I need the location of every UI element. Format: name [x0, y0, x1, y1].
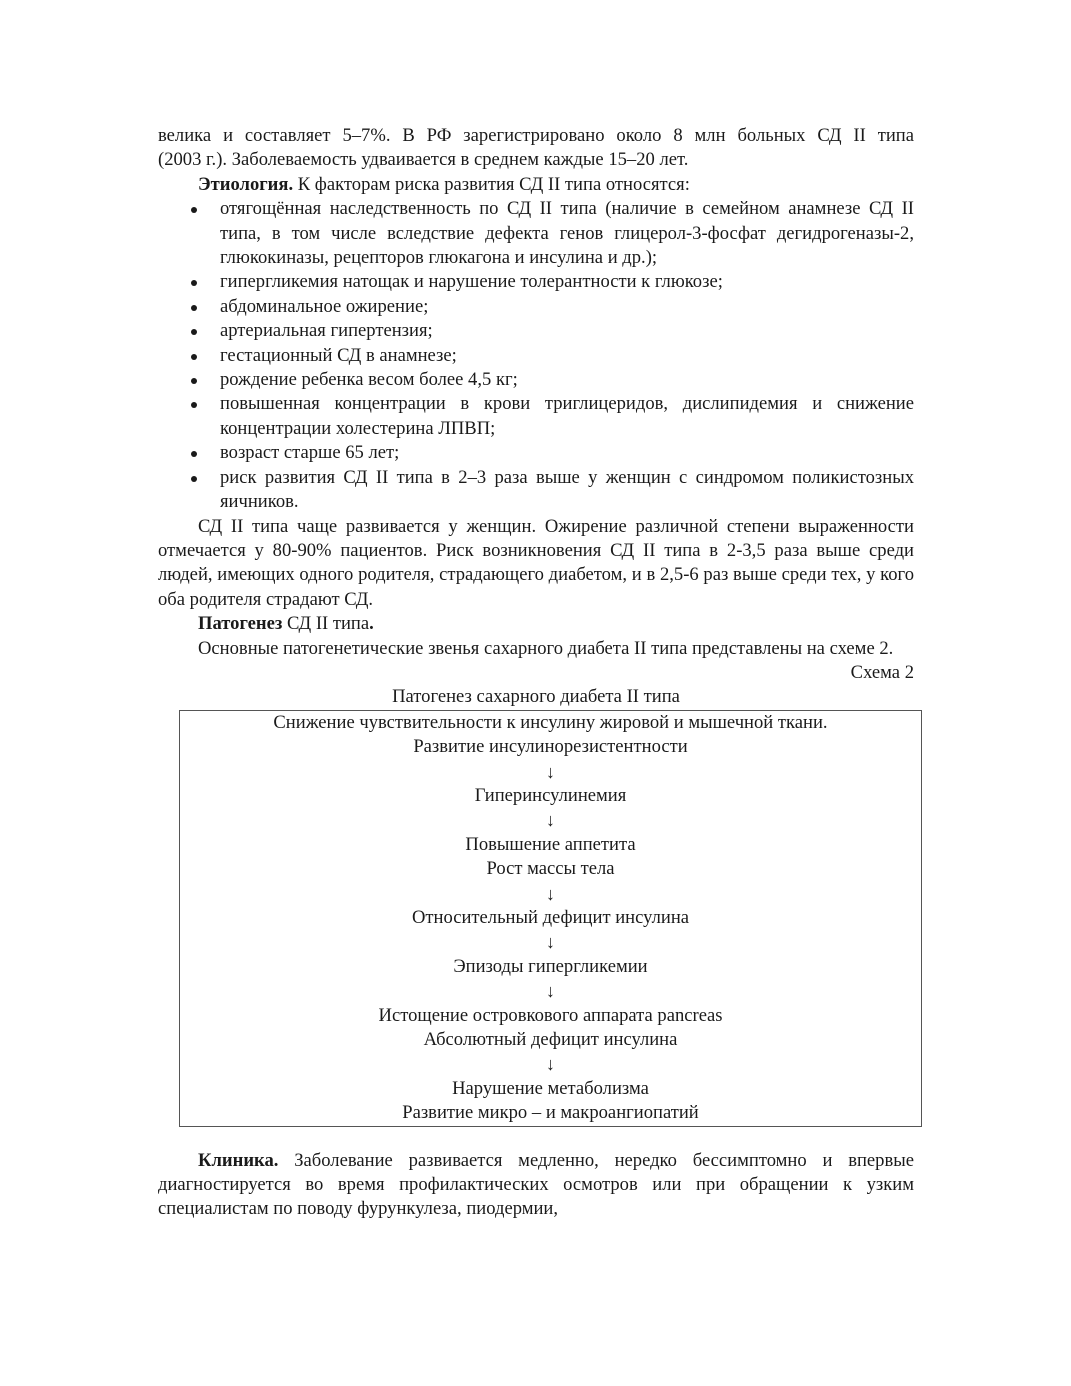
- down-arrow-icon: ↓: [546, 810, 555, 831]
- down-arrow-icon: ↓: [546, 932, 555, 953]
- clinic-text: Заболевание развивается медленно, нередко бессимптомно и впервые диагностируется во время профилактических осмотров или при обращении к узким специалистам по поводу фурункулеза, пиодермии,: [158, 1149, 914, 1220]
- bullet-icon: [191, 378, 197, 384]
- risk-factor-item: [158, 197, 914, 270]
- risk-factor-text: рождение ребенка весом более 4,5 кг;: [220, 369, 518, 391]
- intro-line-2: (2003 г.). Заболеваемость удваивается в среднем каждые 15–20 лет.: [158, 149, 689, 171]
- bullet-icon: [191, 280, 197, 286]
- down-arrow-icon: ↓: [546, 883, 555, 904]
- bullet-icon: [191, 476, 197, 482]
- etiology-paragraph: [158, 173, 914, 197]
- risk-factor-item: [158, 466, 914, 515]
- schema-step-text: Развитие микро – и макроангиопатий: [402, 1102, 699, 1124]
- gender-obesity-paragraph: СД II типа чаще развивается у женщин. Ожирение различной степени выраженности отмечается у 80-90% пациентов. Риск возникновения СД II типа в 2-3,5 раза выше среди людей, имеющих одного родителя, страдающего диабетом, и в 2,5-6 раз выше среди тех, у кого оба родителя страдают СД.: [158, 515, 914, 610]
- risk-factor-text: риск развития СД II типа в 2–3 раза выше у женщин с синдромом поликистозных яичников.: [220, 466, 914, 513]
- pathogenesis-heading-text: СД II типа: [282, 613, 370, 635]
- schema-step-text: Истощение островкового аппарата pancreas: [378, 1004, 723, 1026]
- risk-factor-text: возраст старше 65 лет;: [220, 442, 400, 464]
- schema-step-text: Повышение аппетита: [465, 833, 636, 855]
- schema-step-text: Гиперинсулинемия: [474, 784, 627, 806]
- pathogenesis-schema-box: [179, 710, 922, 1127]
- bullet-icon: [191, 402, 197, 408]
- risk-factor-item: [158, 368, 914, 392]
- risk-factor-item: [158, 319, 914, 343]
- schema-step-text: Снижение чувствительности к инсулину жировой и мышечной ткани.: [273, 711, 828, 733]
- bullet-icon: [191, 329, 197, 335]
- pathogenesis-intro: Основные патогенетические звенья сахарного диабета II типа представлены на схеме 2.: [198, 637, 894, 659]
- schema-step-text: Нарушение метаболизма: [452, 1077, 649, 1099]
- page-content: [158, 124, 914, 1222]
- schema-step-text: Эпизоды гипергликемии: [453, 955, 648, 977]
- risk-factor-item: [158, 344, 914, 368]
- clinic-paragraph: [158, 1149, 914, 1222]
- bullet-icon: [191, 207, 197, 213]
- risk-factor-item: [158, 270, 914, 294]
- risk-factor-text: артериальная гипертензия;: [220, 320, 433, 342]
- schema-label: Схема 2: [850, 661, 914, 683]
- etiology-text: К факторам риска развития СД II типа относятся:: [293, 173, 690, 195]
- down-arrow-icon: ↓: [546, 1054, 555, 1075]
- risk-factor-list: [158, 197, 914, 514]
- down-arrow-icon: ↓: [546, 761, 555, 782]
- risk-factor-text: повышенная концентрации в крови триглицеридов, дислипидемия и снижение концентрации холестерина ЛПВП;: [220, 393, 914, 439]
- bullet-icon: [191, 354, 197, 360]
- risk-factor-text: абдоминальное ожирение;: [220, 295, 429, 317]
- risk-factor-item: [158, 441, 914, 465]
- schema-step-text: Относительный дефицит инсулина: [411, 907, 690, 928]
- schema-step-text: Абсолютный дефицит инсулина: [423, 1029, 678, 1051]
- clinic-heading: Клиника.: [198, 1149, 279, 1171]
- schema-step-text: Развитие инсулинорезистентности: [413, 736, 688, 758]
- bullet-icon: [191, 451, 197, 457]
- risk-factor-item: [158, 295, 914, 319]
- down-arrow-icon: ↓: [546, 981, 555, 1002]
- schema-title: Патогенез сахарного диабета II типа: [392, 686, 680, 708]
- pathogenesis-heading-line: [158, 612, 914, 636]
- intro-line-1: велика и составляет 5–7%. В РФ зарегистрировано около 8 млн больных СД II типа: [158, 125, 914, 146]
- pathogenesis-heading: Патогенез: [198, 613, 283, 635]
- risk-factor-text: гипергликемия натощак и нарушение толерантности к глюкозе;: [220, 271, 723, 293]
- pathogenesis-heading-period: .: [369, 613, 374, 635]
- etiology-heading: Этиология.: [198, 173, 294, 195]
- risk-factor-text: отягощённая наследственность по СД II типа (наличие в семейном анамнезе СД II типа, в том числе вследствие дефекта генов глицерол-3-фосфат дегидрогеназы-2, глюкокиназы, рецепторов глюкагона и инсулина и др.);: [220, 198, 914, 269]
- bullet-icon: [191, 305, 197, 311]
- schema-step-text: Рост массы тела: [486, 858, 615, 880]
- risk-factor-item: [158, 392, 914, 441]
- risk-factor-text: гестационный СД в анамнезе;: [220, 344, 457, 366]
